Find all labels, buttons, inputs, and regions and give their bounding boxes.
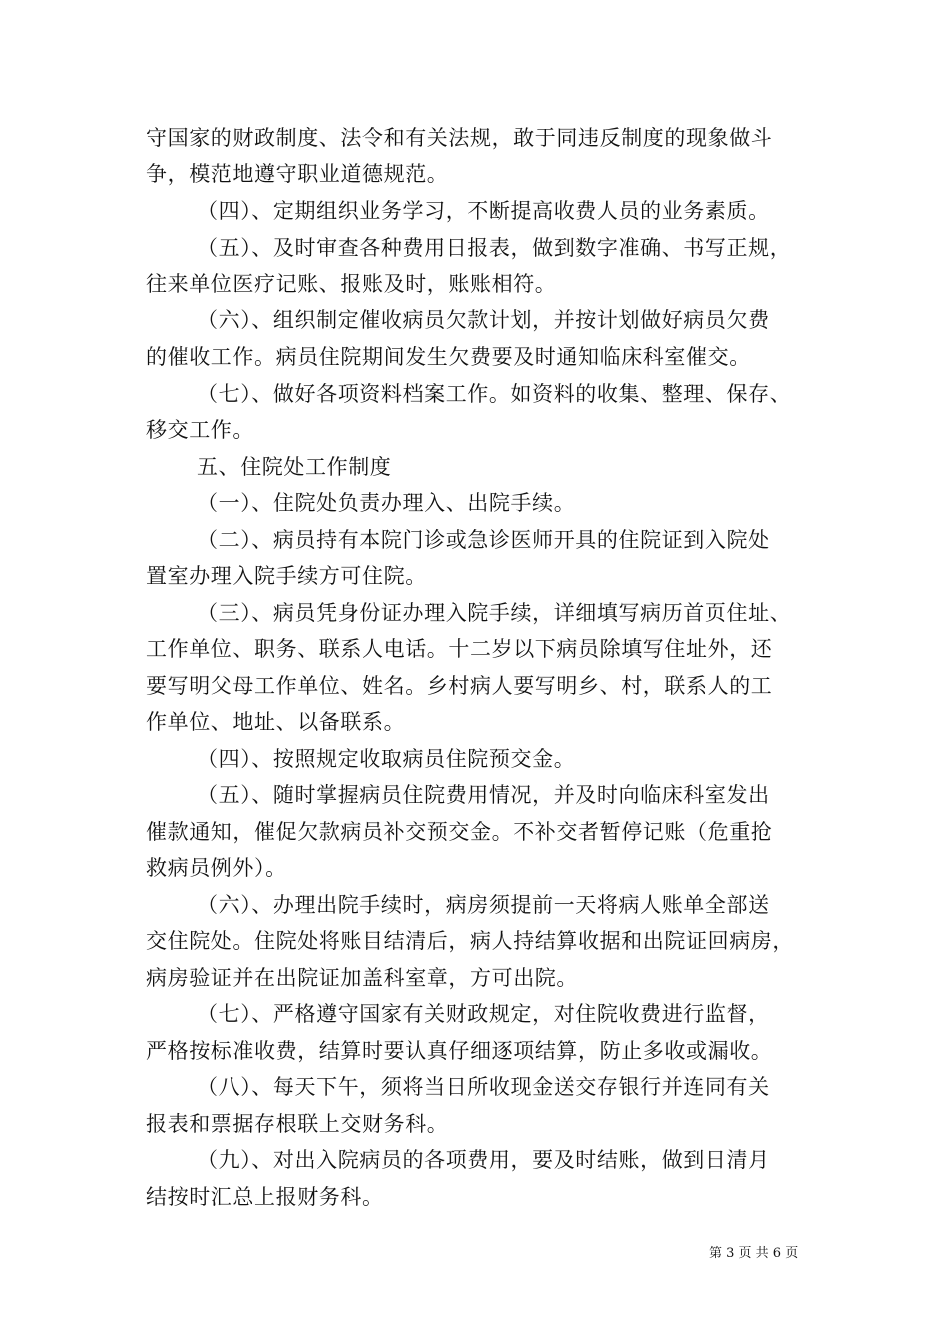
paragraph-line: 工作单位、职务、联系人电话。十二岁以下病员除填写住址外，还 xyxy=(146,637,773,661)
paragraph-line: （三）、病员凭身份证办理入院手续，详细填写病历首页住址、 xyxy=(197,601,792,625)
paragraph-line: （九）、对出入院病员的各项费用，要及时结账，做到日清月 xyxy=(197,1148,770,1172)
paragraph-line: （七）、做好各项资料档案工作。如资料的收集、整理、保存、 xyxy=(197,382,792,406)
paragraph-line: 病房验证并在出院证加盖科室章，方可出院。 xyxy=(146,966,578,990)
paragraph-line: 报表和票据存根联上交财务科。 xyxy=(146,1112,449,1136)
page-number-footer: 第 3 页 共 6 页 xyxy=(709,1246,799,1261)
paragraph-line: （八）、每天下午，须将当日所收现金送交存银行并连同有关 xyxy=(197,1075,770,1099)
paragraph-line: （五）、及时审查各种费用日报表，做到数字准确、书写正规， xyxy=(197,236,792,260)
paragraph-line: 争，模范地遵守职业道德规范。 xyxy=(146,162,449,186)
paragraph-line: （六）、办理出院手续时，病房须提前一天将病人账单全部送 xyxy=(197,893,770,917)
paragraph-line: 救病员例外）。 xyxy=(146,856,287,880)
paragraph-line: 的催收工作。病员住院期间发生欠费要及时通知临床科室催交。 xyxy=(146,345,751,369)
paragraph-line: 置室办理入院手续方可住院。 xyxy=(146,564,427,588)
paragraph-line: （一）、住院处负责办理入、出院手续。 xyxy=(197,491,576,515)
paragraph-line: 往来单位医疗记账、报账及时，账账相符。 xyxy=(146,272,557,296)
paragraph-line: 移交工作。 xyxy=(146,418,254,442)
paragraph-line: （四）、定期组织业务学习，不断提高收费人员的业务素质。 xyxy=(197,199,770,223)
paragraph-line: （七）、严格遵守国家有关财政规定，对住院收费进行监督， xyxy=(197,1002,770,1026)
paragraph-line: 守国家的财政制度、法令和有关法规，敢于同违反制度的现象做斗 xyxy=(146,126,773,150)
paragraph-line: （二）、病员持有本院门诊或急诊医师开具的住院证到入院处 xyxy=(197,528,770,552)
paragraph-line: （六）、组织制定催收病员欠款计划，并按计划做好病员欠费 xyxy=(197,308,770,332)
paragraph-line: 严格按标准收费，结算时要认真仔细逐项结算，防止多收或漏收。 xyxy=(146,1039,773,1063)
paragraph-line: 交住院处。住院处将账目结清后，病人持结算收据和出院证回病房， xyxy=(146,929,794,953)
paragraph-line: 要写明父母工作单位、姓名。乡村病人要写明乡、村，联系人的工 xyxy=(146,674,773,698)
section-heading: 五、住院处工作制度 xyxy=(197,455,392,479)
paragraph-line: （五）、随时掌握病员住院费用情况，并及时向临床科室发出 xyxy=(197,783,770,807)
paragraph-line: 催款通知，催促欠款病员补交预交金。不补交者暂停记账（危重抢 xyxy=(146,820,773,844)
paragraph-line: 结按时汇总上报财务科。 xyxy=(146,1185,384,1209)
paragraph-line: （四）、按照规定收取病员住院预交金。 xyxy=(197,747,576,771)
paragraph-line: 作单位、地址、以备联系。 xyxy=(146,710,406,734)
